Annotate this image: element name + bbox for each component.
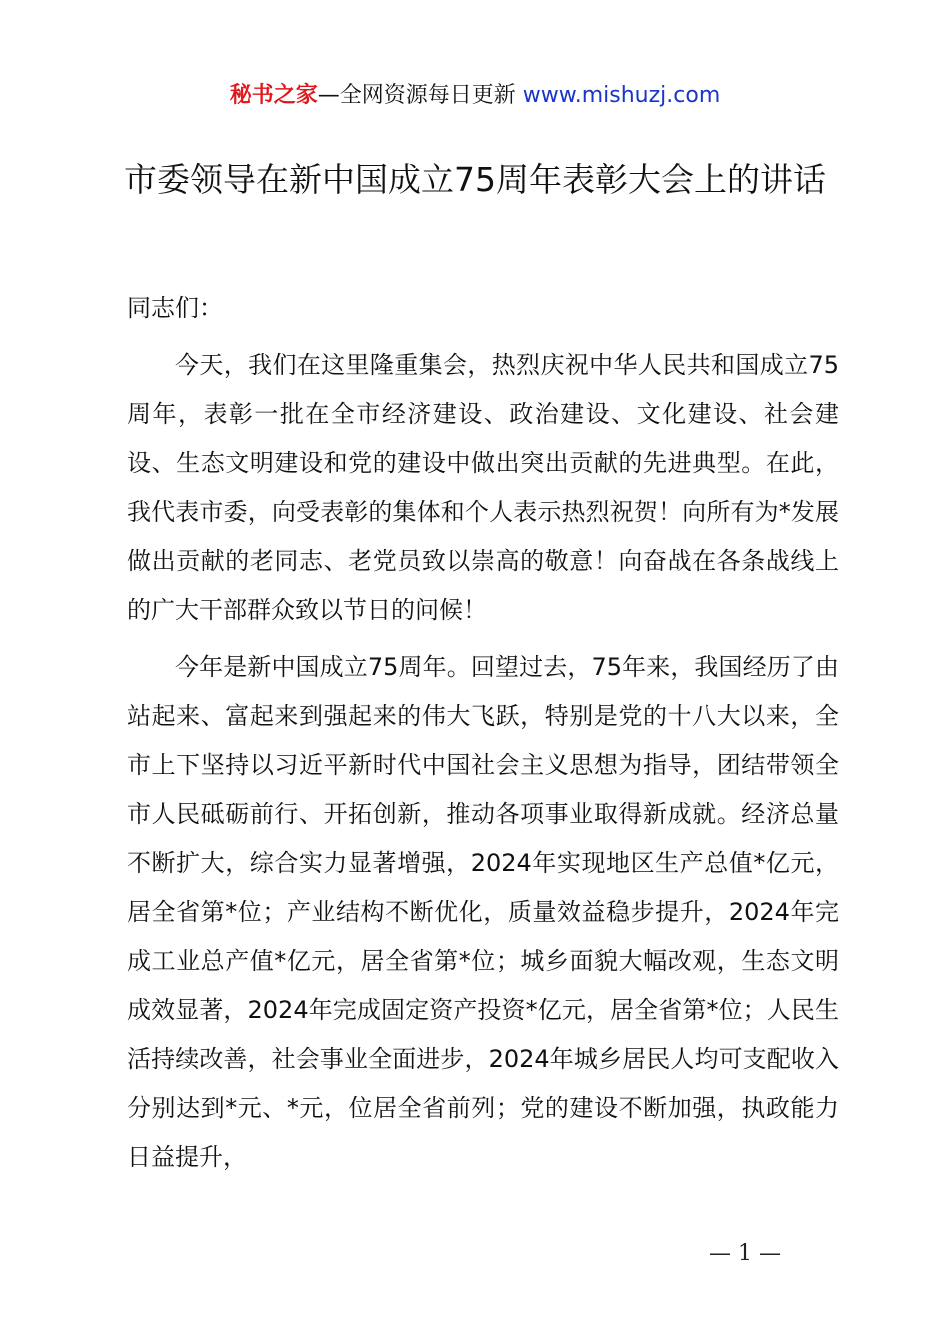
site-header [0,80,950,112]
page-number: — 1 — [709,1241,781,1266]
header-tagline: —全网资源每日更新 [317,83,516,108]
paragraph-2: 今年是新中国成立75周年。回望过去，75年来，我国经历了由站起来、富起来到强起来的伟大飞跃，特别是党的十八大以来，全市上下坚持以习近平新时代中国社会主义思想为指导，团结带领全市人民砥砺前行、开拓创新，推动各项事业取得新成就。经济总量不断扩大，综合实力显著增强，2024年实现地区生产总值*亿元，居全省第*位；产业结构不断优化，质量效益稳步提升，2024年完成工业总产值*亿元，居全省第*位；城乡面貌大幅改观，生态文明成效显著，2024年完成固定资产投资*亿元，居全省第*位；人民生活持续改善，社会事业全面进步，2024年城乡居民人均可支配收入分别达到*元、*元，位居全省前列；党的建设不断加强，执政能力日益提升， [127,653,839,1171]
brand-name: 秘书之家 [229,83,318,108]
document-title: 市委领导在新中国成立75周年表彰大会上的讲话 [124,160,826,199]
greeting: 同志们： [127,294,223,322]
document-body [127,284,839,1182]
paragraph-1: 今天，我们在这里隆重集会，热烈庆祝中华人民共和国成立75周年，表彰一批在全市经济建设、政治建设、文化建设、社会建设、生态文明建设和党的建设中做出突出贡献的先进典型。在此，我代表市委，向受表彰的集体和个人表示热烈祝贺！向所有为*发展做出贡献的老同志、老党员致以崇高的敬意！向奋战在各条战线上的广大干部群众致以节日的问候！ [127,351,839,624]
site-url-link[interactable]: www.mishuzj.com [522,83,721,108]
